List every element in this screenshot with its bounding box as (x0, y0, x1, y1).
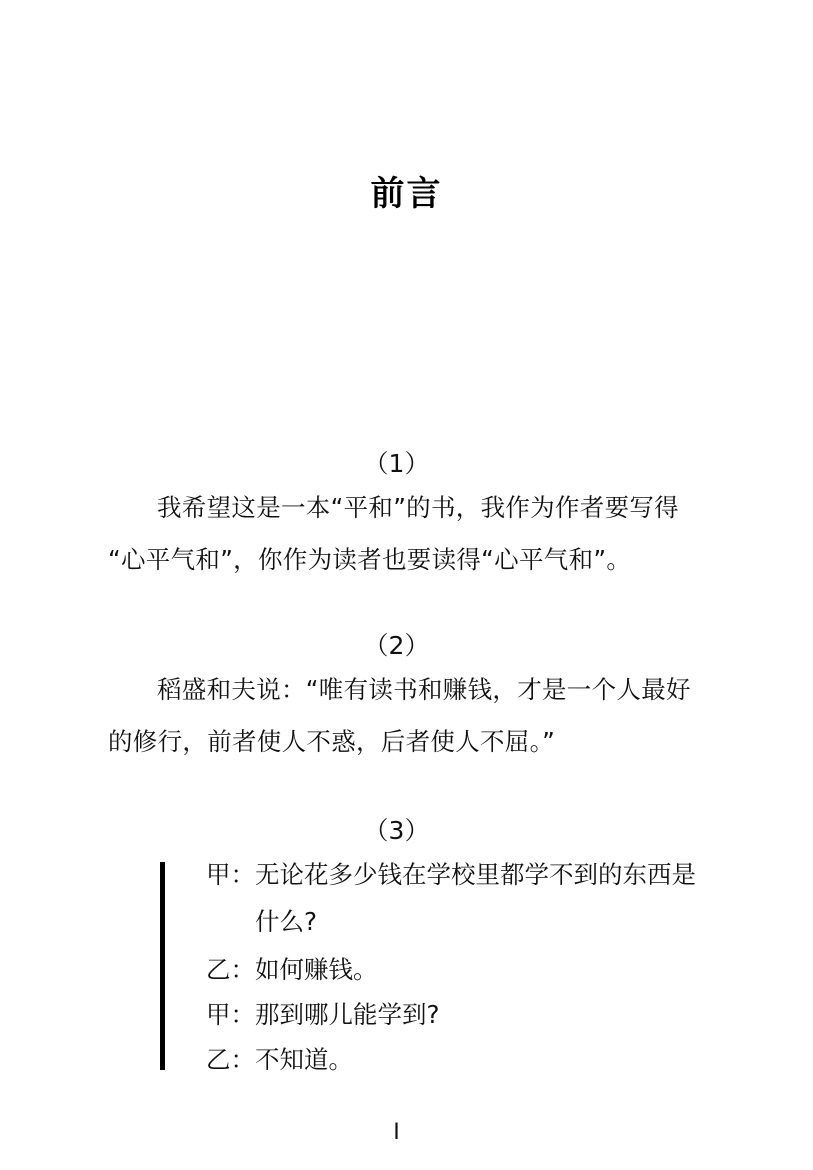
paragraph-line: 我希望这是一本“平和”的书，我作为作者要写得 (157, 493, 679, 522)
paragraph-line: 的修行，前者使人不惑，后者使人不屈。” (108, 727, 556, 756)
dialog-line (206, 996, 440, 1031)
dialog-line (206, 1041, 353, 1076)
section-number: （3） (363, 816, 430, 845)
dialog-text: 那到哪儿能学到? (255, 1000, 440, 1029)
dialog-line (206, 856, 696, 891)
dialog-speaker: 乙： (206, 1045, 255, 1074)
dialog-speaker: 甲： (206, 860, 255, 889)
dialog-speaker: 甲： (206, 1000, 255, 1029)
dialog-line (255, 903, 317, 938)
section-number: （1） (363, 449, 430, 478)
quote-bar (160, 862, 165, 1070)
paragraph (108, 482, 698, 586)
paragraph-line: 稻盛和夫说：“唯有读书和赚钱，才是一个人最好 (157, 675, 691, 704)
dialog-text: 不知道。 (255, 1045, 353, 1074)
page-title: 前言 (370, 174, 443, 214)
dialog-speaker: 乙： (206, 955, 255, 984)
dialog-text: 如何赚钱。 (255, 955, 378, 984)
paragraph-line: “心平气和”，你作为读者也要读得“心平气和”。 (108, 545, 632, 574)
dialog-text: 什么? (255, 907, 318, 936)
dialog-line (206, 951, 378, 986)
paragraph (108, 664, 698, 768)
dialog-text: 无论花多少钱在学校里都学不到的东西是 (255, 860, 696, 889)
section-number: （2） (363, 631, 430, 660)
page-number: I (393, 1120, 400, 1145)
